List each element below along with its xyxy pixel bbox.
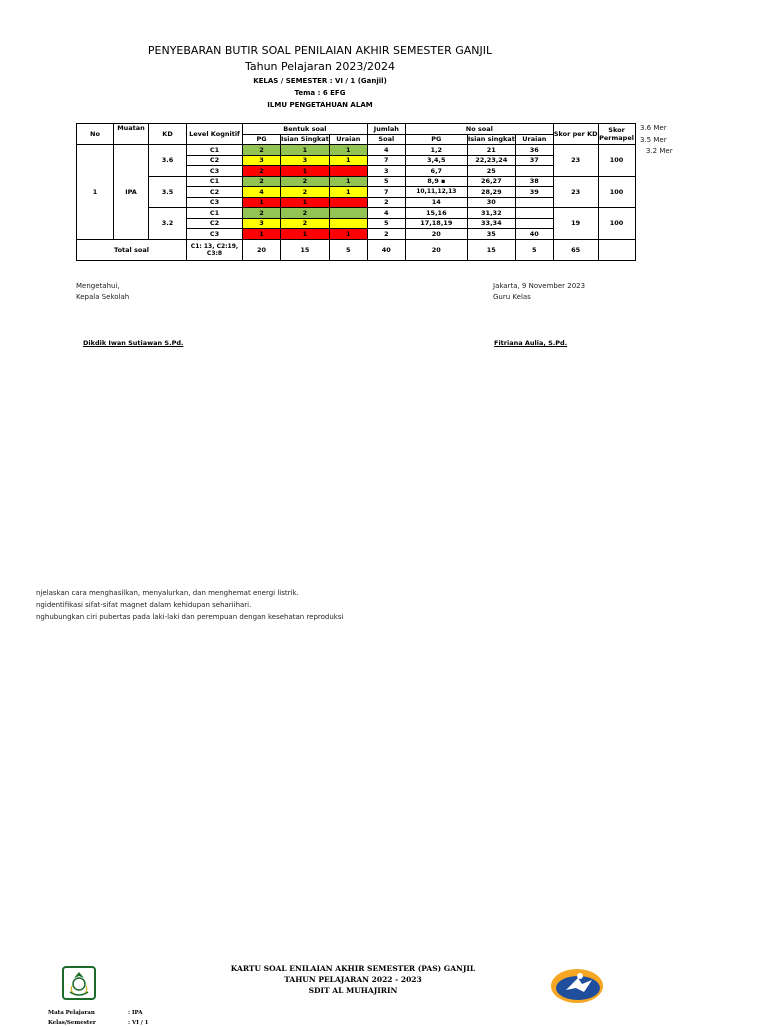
- total-isian: 15: [281, 239, 330, 260]
- header-level: Level Kognitif: [187, 124, 243, 145]
- school-logo-icon: [548, 966, 606, 1006]
- pg-numbers: 3,4,5: [405, 155, 467, 166]
- uraian-numbers: [515, 218, 553, 229]
- header-no: No: [77, 124, 114, 145]
- isian-numbers: 21: [467, 145, 515, 156]
- jumlah-cell: 5: [367, 218, 405, 229]
- skor-mapel: 100: [598, 145, 635, 177]
- total-isian-no: 15: [467, 239, 515, 260]
- uraian-numbers: [515, 197, 553, 208]
- uraian-count: [329, 197, 367, 208]
- uraian-count: 1: [329, 155, 367, 166]
- isian-numbers: 26,27: [467, 176, 515, 187]
- uraian-numbers: 38: [515, 176, 553, 187]
- sign-left-line2: Kepala Sekolah: [76, 293, 130, 301]
- isian-count: 1: [281, 166, 330, 177]
- doc-year: Tahun Pelajaran 2023/2024: [244, 60, 396, 73]
- jumlah-cell: 4: [367, 208, 405, 219]
- row-muatan: IPA: [114, 145, 149, 240]
- sign-right-line2: Guru Kelas: [493, 293, 531, 301]
- uraian-numbers: [515, 208, 553, 219]
- isian-numbers: 30: [467, 197, 515, 208]
- level-cell: C1: [187, 208, 243, 219]
- pg-count: 2: [243, 208, 281, 219]
- pg-count: 3: [243, 155, 281, 166]
- header-skor-kd: Skor per KD: [553, 124, 598, 145]
- skor-kd: 23: [553, 176, 598, 208]
- uraian-count: [329, 166, 367, 177]
- total-jumlah: 40: [367, 239, 405, 260]
- pg-count: 2: [243, 166, 281, 177]
- side-note-3: 3.2 Mer: [646, 147, 673, 155]
- jumlah-cell: 3: [367, 166, 405, 177]
- header-jumlah: Jumlah: [367, 124, 405, 135]
- isian-numbers: 31,32: [467, 208, 515, 219]
- jumlah-cell: 5: [367, 176, 405, 187]
- total-label: Total soal: [77, 239, 187, 260]
- header-nosoal: No soal: [405, 124, 553, 135]
- header-isian: Isian Singkat: [281, 135, 329, 144]
- doc-class: KELAS / SEMESTER : VI / 1 (Ganjil): [253, 77, 387, 85]
- total-empty: [598, 239, 635, 260]
- pg-numbers: 6,7: [405, 166, 467, 177]
- kd-description-3: nghubungkan ciri pubertas pada laki-laki dan perempuan dengan kesehatan reproduksi: [36, 613, 344, 621]
- level-cell: C1: [187, 176, 243, 187]
- card-value-class: : VI / 1: [128, 1020, 149, 1026]
- uraian-numbers: 39: [515, 187, 553, 198]
- kd-description-1: njelaskan cara menghasilkan, menyalurkan, dan menghemat energi listrik.: [36, 589, 299, 597]
- uraian-count: 1: [329, 187, 367, 198]
- pg-numbers: 17,18,19: [405, 218, 467, 229]
- level-cell: C3: [187, 229, 243, 240]
- sign-left-line1: Mengetahui,: [76, 282, 120, 290]
- sign-right-line1: Jakarta, 9 November 2023: [493, 282, 586, 290]
- jumlah-cell: 2: [367, 229, 405, 240]
- jumlah-cell: 7: [367, 187, 405, 198]
- side-note-1: 3.6 Mer: [640, 124, 667, 132]
- jumlah-cell: 4: [367, 145, 405, 156]
- teacher-name: Fitriana Aulia, S.Pd.: [494, 339, 568, 347]
- uraian-numbers: [515, 166, 553, 177]
- header-pg-no: PG: [405, 134, 467, 145]
- uraian-count: [329, 218, 367, 229]
- distribution-table: [76, 123, 673, 261]
- header-kd: KD: [149, 124, 187, 145]
- isian-count: 3: [281, 155, 330, 166]
- header-isian-no: Isian singkat: [467, 135, 515, 144]
- doc-title: PENYEBARAN BUTIR SOAL PENILAIAN AKHIR SEMESTER GANJIL: [147, 44, 493, 57]
- uraian-count: 1: [329, 229, 367, 240]
- skor-mapel: 100: [598, 208, 635, 240]
- card-title-2: TAHUN PELAJARAN 2022 - 2023: [284, 975, 422, 984]
- card-title-1: KARTU SOAL ENILAIAN AKHIR SEMESTER (PAS) GANJIL: [230, 964, 476, 973]
- isian-numbers: 35: [467, 229, 515, 240]
- pg-numbers: 8,9 ▪: [405, 176, 467, 187]
- isian-numbers: 33,34: [467, 218, 515, 229]
- pg-numbers: 20: [405, 229, 467, 240]
- skor-kd: 19: [553, 208, 598, 240]
- card-value-subject: : IPA: [128, 1010, 143, 1016]
- skor-mapel: 100: [598, 176, 635, 208]
- total-pg: 20: [243, 239, 281, 260]
- uraian-count: [329, 208, 367, 219]
- isian-count: 2: [281, 218, 330, 229]
- header-muatan: Muatan: [114, 124, 149, 145]
- card-label-class: Kelas/Semester: [48, 1020, 96, 1026]
- card-label-subject: Mata Pelajaran: [48, 1010, 95, 1016]
- header-skor-mapel: Skor Permapel: [598, 124, 635, 145]
- side-note-2: 3.5 Mer: [640, 136, 667, 144]
- pg-numbers: 15,16: [405, 208, 467, 219]
- level-cell: C3: [187, 166, 243, 177]
- uraian-count: 1: [329, 176, 367, 187]
- pg-count: 2: [243, 176, 281, 187]
- pg-numbers: 10,11,12,13: [405, 187, 467, 198]
- pg-numbers: 1,2: [405, 145, 467, 156]
- card-title-3: SDIT AL MUHAJIRIN: [308, 986, 398, 995]
- isian-count: 2: [281, 208, 330, 219]
- isian-count: 1: [281, 145, 330, 156]
- skor-kd: 23: [553, 145, 598, 177]
- kd-cell: 3.2: [149, 208, 187, 240]
- uraian-numbers: 36: [515, 145, 553, 156]
- isian-count: 2: [281, 176, 330, 187]
- pg-count: 4: [243, 187, 281, 198]
- uraian-numbers: 40: [515, 229, 553, 240]
- doc-subject: ILMU PENGETAHUAN ALAM: [267, 101, 373, 109]
- level-cell: C3: [187, 197, 243, 208]
- level-cell: C2: [187, 187, 243, 198]
- kd-cell: 3.6: [149, 145, 187, 177]
- pg-count: 2: [243, 145, 281, 156]
- pg-count: 1: [243, 229, 281, 240]
- uraian-count: 1: [329, 145, 367, 156]
- isian-count: 1: [281, 197, 330, 208]
- isian-count: 1: [281, 229, 330, 240]
- header-uraian: Uraian: [329, 134, 367, 145]
- pg-count: 1: [243, 197, 281, 208]
- doc-theme: Tema : 6 EFG: [294, 89, 346, 97]
- isian-count: 2: [281, 187, 330, 198]
- isian-numbers: 22,23,24: [467, 155, 515, 166]
- row-no: 1: [77, 145, 114, 240]
- headmaster-name: Dikdik Iwan Sutiawan S.Pd.: [83, 339, 184, 347]
- total-pg-no: 20: [405, 239, 467, 260]
- jumlah-cell: 7: [367, 155, 405, 166]
- header-pg: PG: [243, 134, 281, 145]
- total-level: C1: 13, C2:19, C3:8: [187, 239, 243, 260]
- total-uraian-no: 5: [515, 239, 553, 260]
- level-cell: C2: [187, 218, 243, 229]
- header-uraian-no: Uraian: [515, 134, 553, 145]
- level-cell: C1: [187, 145, 243, 156]
- kd-cell: 3.5: [149, 176, 187, 208]
- header-bentuk: Bentuk soal: [243, 124, 368, 135]
- jumlah-cell: 2: [367, 197, 405, 208]
- kd-description-2: ngidentifikasi sifat-sifat magnet dalam kehidupan sehariihari.: [36, 601, 252, 609]
- pg-numbers: 14: [405, 197, 467, 208]
- total-uraian: 5: [329, 239, 367, 260]
- uraian-numbers: 37: [515, 155, 553, 166]
- isian-numbers: 25: [467, 166, 515, 177]
- total-skor: 65: [553, 239, 598, 260]
- header-soal: Soal: [367, 134, 405, 145]
- level-cell: C2: [187, 155, 243, 166]
- isian-numbers: 28,29: [467, 187, 515, 198]
- pg-count: 3: [243, 218, 281, 229]
